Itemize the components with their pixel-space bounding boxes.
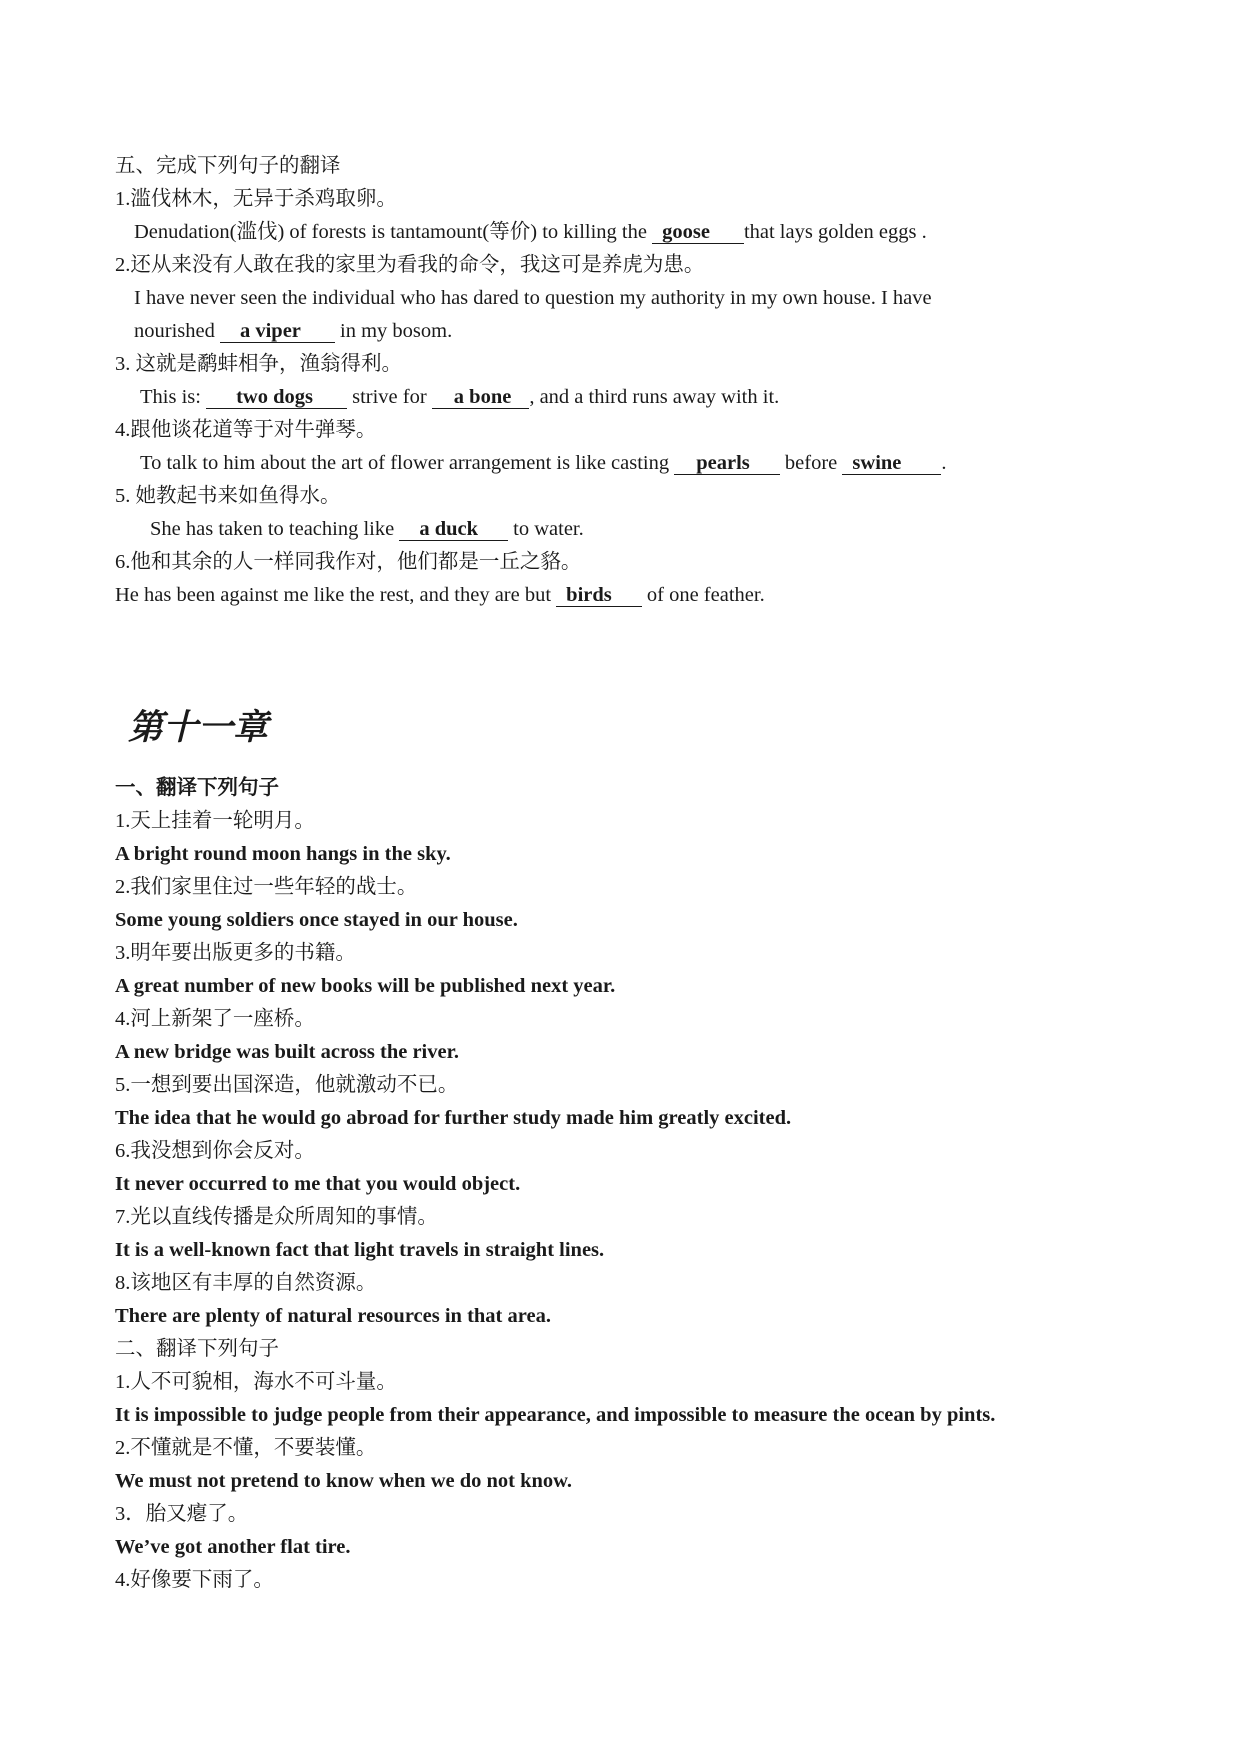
question-zh: 3.明年要出版更多的书籍。 [115, 942, 356, 964]
answer-text: goose [662, 221, 710, 243]
sentence-text: nourished [134, 320, 220, 342]
sentence-text: To talk to him about the art of flower arrangement is like casting [140, 452, 675, 474]
section-heading: 五、完成下列句子的翻译 [115, 155, 341, 177]
sentence-text: This is: [140, 386, 207, 408]
answer-text: a bone [453, 386, 512, 408]
question-zh: 1.滥伐林木，无异于杀鸡取卵。 [115, 188, 397, 210]
question-en [140, 449, 947, 477]
sentence-text: in my bosom. [334, 320, 453, 342]
answer-text: a duck [419, 518, 479, 540]
answer-text: birds [566, 584, 612, 606]
section-heading: 二、翻译下列句子 [115, 1338, 279, 1360]
answer-en: We’ve got another flat tire. [115, 1536, 351, 1558]
answer-blank [842, 452, 941, 475]
question-zh: 4.跟他谈花道等于对牛弹琴。 [115, 419, 377, 441]
question-en [115, 581, 765, 609]
sentence-text: to water. [508, 518, 584, 540]
chapter-title: 第十一章 [128, 708, 269, 747]
question-zh: 7.光以直线传播是众所周知的事情。 [115, 1206, 438, 1228]
question-zh: 1.人不可貌相，海水不可斗量。 [115, 1371, 397, 1393]
answer-en: A bright round moon hangs in the sky. [115, 843, 451, 865]
answer-text: a viper [239, 320, 301, 342]
answer-en: A new bridge was built across the river. [115, 1041, 459, 1063]
sentence-text: She has taken to teaching like [150, 518, 400, 540]
question-en [140, 383, 779, 411]
question-en: I have never seen the individual who has dared to question my authority in my own house. I have [134, 287, 932, 309]
question-zh: 1.天上挂着一轮明月。 [115, 810, 315, 832]
answer-en: A great number of new books will be published next year. [115, 975, 616, 997]
answer-blank [674, 452, 780, 475]
answer-blank [556, 584, 642, 607]
question-zh: 2.还从来没有人敢在我的家里为看我的命令，我这可是养虎为患。 [115, 254, 705, 276]
question-zh: 3. 这就是鹬蚌相争，渔翁得利。 [115, 353, 402, 375]
answer-en: We must not pretend to know when we do not know. [115, 1470, 572, 1492]
answer-en: There are plenty of natural resources in that area. [115, 1305, 551, 1327]
sentence-text: Denudation(滥伐) of forests is tantamount(等价) to killing the [134, 221, 653, 243]
question-zh: 4.河上新架了一座桥。 [115, 1008, 315, 1030]
answer-text: pearls [696, 452, 750, 474]
sentence-text: that lays golden eggs . [743, 221, 927, 243]
answer-blank [652, 221, 744, 244]
sentence-text: . [941, 452, 947, 474]
question-zh: 8.该地区有丰厚的自然资源。 [115, 1272, 377, 1294]
answer-text: two dogs [236, 386, 313, 408]
answer-en: It is a well-known fact that light travels in straight lines. [115, 1239, 605, 1261]
answer-blank [432, 386, 530, 409]
answer-blank [399, 518, 508, 541]
sentence-text: , and a third runs away with it. [529, 386, 780, 408]
sentence-text: of one feather. [641, 584, 765, 606]
sentence-text: before [779, 452, 843, 474]
question-zh: 2.我们家里住过一些年轻的战士。 [115, 876, 418, 898]
question-zh: 2.不懂就是不懂，不要装懂。 [115, 1437, 377, 1459]
answer-text: swine [852, 452, 902, 474]
sentence-text: He has been against me like the rest, and they are but [115, 584, 557, 606]
answer-blank [220, 320, 335, 343]
question-zh: 4.好像要下雨了。 [115, 1569, 274, 1591]
answer-en: Some young soldiers once stayed in our house. [115, 909, 518, 931]
answer-en: It is impossible to judge people from their appearance, and impossible to measure the ocean by pints. [115, 1404, 996, 1426]
sentence-text: strive for [346, 386, 432, 408]
question-en [134, 218, 927, 246]
question-zh: 5. 她教起书来如鱼得水。 [115, 485, 341, 507]
question-zh: 5.一想到要出国深造，他就激动不已。 [115, 1074, 459, 1096]
answer-blank [206, 386, 347, 409]
question-zh: 6.我没想到你会反对。 [115, 1140, 315, 1162]
question-en [150, 515, 584, 543]
answer-en: It never occurred to me that you would object. [115, 1173, 521, 1195]
section-heading: 一、翻译下列句子 [115, 777, 279, 799]
question-en [134, 317, 452, 345]
question-zh: 3．胎又瘪了。 [115, 1503, 249, 1525]
answer-en: The idea that he would go abroad for further study made him greatly excited. [115, 1107, 792, 1129]
question-zh: 6.他和其余的人一样同我作对，他们都是一丘之貉。 [115, 551, 582, 573]
